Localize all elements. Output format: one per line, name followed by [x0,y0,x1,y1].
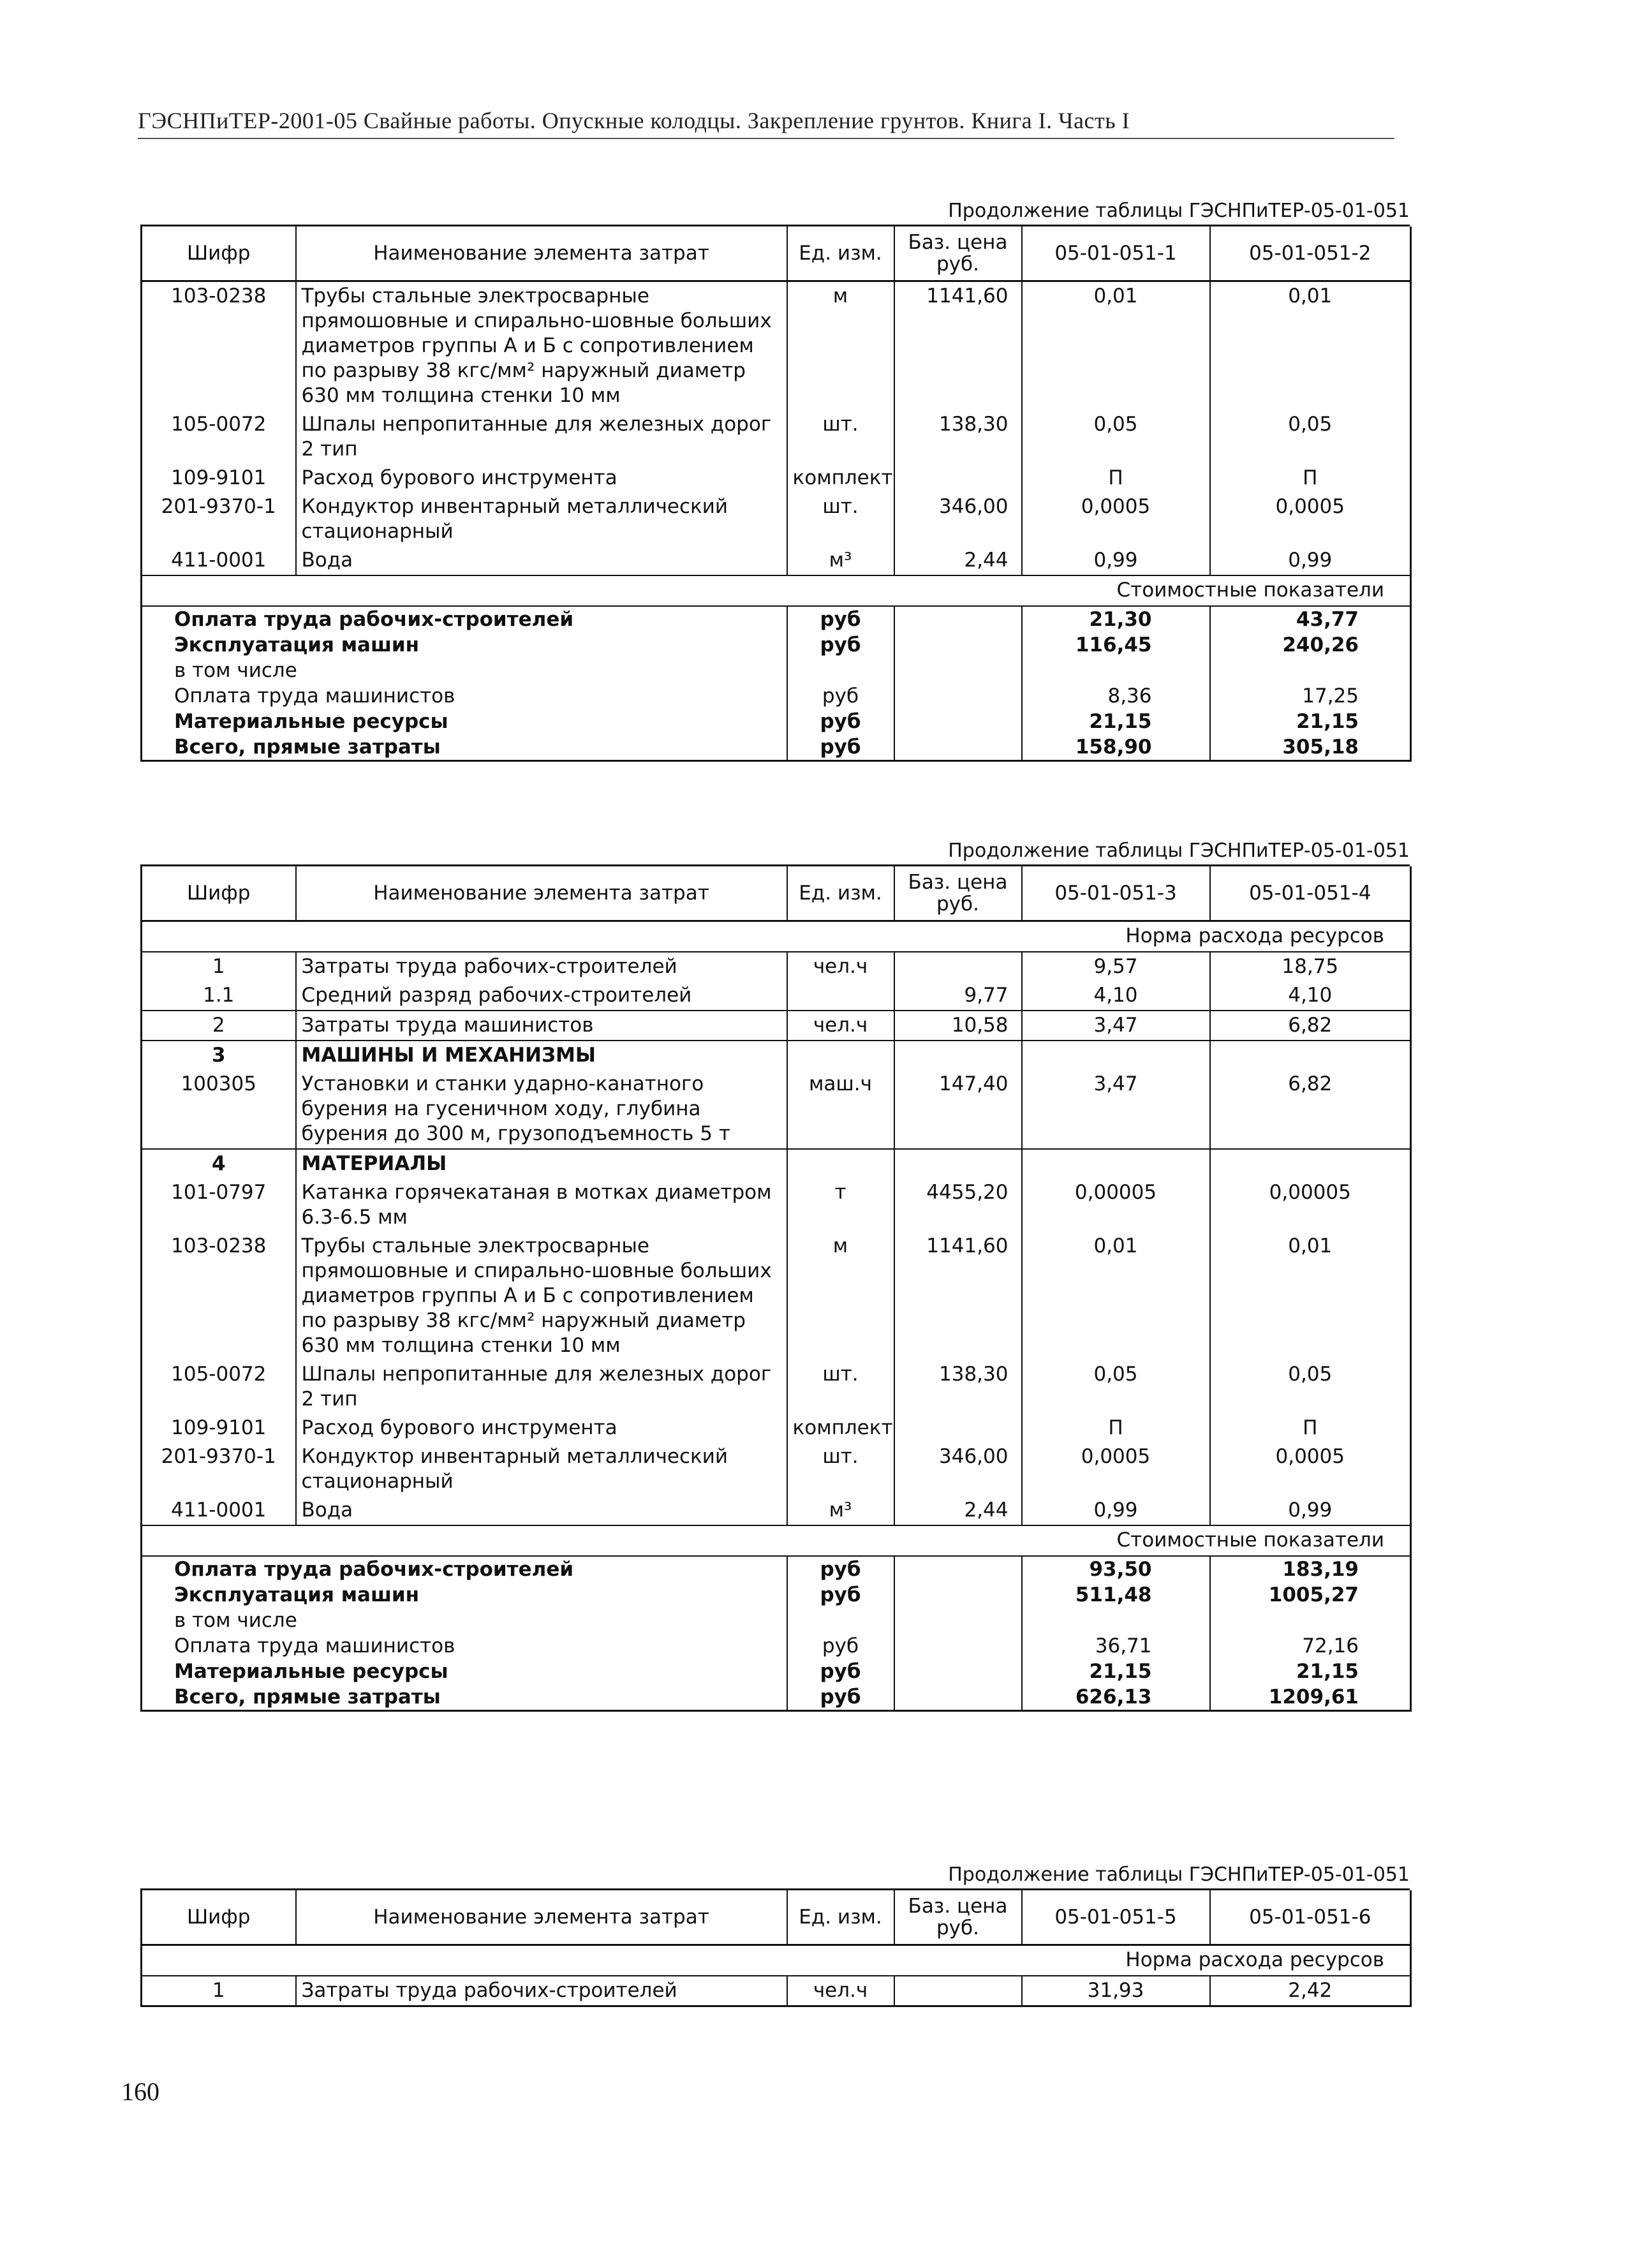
cost-price-empty [894,709,1022,734]
row-price [894,464,1022,493]
row-code: 4 [142,1149,296,1178]
row-unit: чел.ч [787,952,894,981]
table-row [142,981,1411,1011]
row-price: 1141,60 [894,1232,1022,1360]
row-unit: чел.ч [787,1011,894,1041]
cost-value-1: 93,50 [1022,1556,1210,1582]
row-price: 9,77 [894,981,1022,1011]
section-label-cost: Стоимостные показатели [142,1525,1411,1556]
table-row [142,1011,1411,1041]
cost-name: Материальные ресурсы [142,709,787,734]
cost-row [142,1659,1411,1684]
table-row [142,1442,1411,1496]
cost-row [142,734,1411,761]
section-label-cost: Стоимостные показатели [142,575,1411,606]
row-code: 1.1 [142,981,296,1011]
cost-price-empty [894,1633,1022,1659]
row-name: Кондуктор инвентарный металлический стационарный [296,1442,787,1496]
cost-unit: руб [787,632,894,658]
row-name: Расход бурового инструмента [296,464,787,493]
cost-price-empty [894,606,1022,632]
cost-value-1: 21,15 [1022,709,1210,734]
cost-name: Эксплуатация машин [142,632,787,658]
row-code: 2 [142,1011,296,1041]
cost-value-2: 183,19 [1210,1556,1411,1582]
row-name: Затраты труда рабочих-строителей [296,1976,787,2006]
header-col2: 05-01-051-2 [1210,226,1411,281]
cost-value-2: 72,16 [1210,1633,1411,1659]
row-value-1: П [1022,464,1210,493]
cost-name: Оплата труда рабочих-строителей [142,1556,787,1582]
row-value-1: 9,57 [1022,952,1210,981]
cost-value-2: 17,25 [1210,683,1411,709]
cost-price-empty [894,632,1022,658]
row-value-2: 0,0005 [1210,1442,1411,1496]
resource-table-1 [140,226,1412,762]
cost-name: Всего, прямые затраты [142,1684,787,1711]
row-value-1: 0,0005 [1022,493,1210,546]
cost-row [142,683,1411,709]
row-unit [787,981,894,1011]
header-name: Наименование элемента затрат [296,1890,787,1945]
cost-value-2: 21,15 [1210,709,1411,734]
row-value-2: 6,82 [1210,1011,1411,1041]
table-row [142,1414,1411,1442]
row-unit [787,1041,894,1070]
cost-row [142,1556,1411,1582]
row-value-2: 2,42 [1210,1976,1411,2006]
row-price: 2,44 [894,546,1022,575]
row-value-1: 3,47 [1022,1070,1210,1149]
row-value-2: 0,01 [1210,281,1411,411]
table-body [142,1890,1411,2006]
cost-price-empty [894,734,1022,761]
cost-row [142,606,1411,632]
row-code: 105-0072 [142,1360,296,1414]
row-name: Шпалы непропитанные для железных дорог 2 тип [296,1360,787,1414]
table-header-row [142,1890,1411,1945]
row-code: 3 [142,1041,296,1070]
row-code: 411-0001 [142,1496,296,1525]
row-price: 1141,60 [894,281,1022,411]
row-price: 147,40 [894,1070,1022,1149]
section-label-norm: Норма расхода ресурсов [142,1945,1411,1976]
row-unit: м [787,1232,894,1360]
row-code: 101-0797 [142,1178,296,1232]
row-code: 201-9370-1 [142,493,296,546]
row-value-1: 3,47 [1022,1011,1210,1041]
row-price [894,952,1022,981]
header-name: Наименование элемента затрат [296,226,787,281]
table-body [142,866,1411,1711]
cost-name: Оплата труда машинистов [142,1633,787,1659]
table-header-row [142,866,1411,921]
cost-price-empty [894,1684,1022,1711]
cost-unit: руб [787,606,894,632]
cost-name: Эксплуатация машин [142,1582,787,1608]
row-code: 109-9101 [142,1414,296,1442]
cost-value-2: 1209,61 [1210,1684,1411,1711]
table-row [142,1232,1411,1360]
row-unit: чел.ч [787,1976,894,2006]
row-value-1 [1022,1041,1210,1070]
row-value-2: 0,00005 [1210,1178,1411,1232]
row-price: 2,44 [894,1496,1022,1525]
row-unit [787,1149,894,1178]
row-value-1: 0,99 [1022,1496,1210,1525]
resource-table-2 [140,866,1412,1712]
row-value-2: 0,99 [1210,1496,1411,1525]
page-header: ГЭСНПиТЕР-2001-05 Свайные работы. Опускные колодцы. Закрепление грунтов. Книга I. Часть I [138,107,1394,139]
cost-price-empty [894,1582,1022,1608]
cost-unit: руб [787,1582,894,1608]
section-label-row [142,921,1411,952]
header-price: Баз. цена руб. [894,226,1022,281]
cost-price-empty [894,658,1022,683]
row-price: 4455,20 [894,1178,1022,1232]
cost-price-empty [894,683,1022,709]
row-value-2: 0,05 [1210,1360,1411,1414]
section-label-norm: Норма расхода ресурсов [142,921,1411,952]
header-code: Шифр [142,1890,296,1945]
cost-value-1: 116,45 [1022,632,1210,658]
cost-unit: руб [787,1556,894,1582]
table-block-2 [140,838,1410,1712]
cost-value-2 [1210,658,1411,683]
row-value-1: 31,93 [1022,1976,1210,2006]
header-price: Баз. цена руб. [894,1890,1022,1945]
row-value-1: 0,05 [1022,1360,1210,1414]
cost-value-2: 43,77 [1210,606,1411,632]
table-row [142,952,1411,981]
header-name: Наименование элемента затрат [296,866,787,921]
row-value-2: 0,99 [1210,546,1411,575]
cost-name: Всего, прямые затраты [142,734,787,761]
row-code: 105-0072 [142,410,296,464]
row-unit: м [787,281,894,411]
row-value-1: 0,00005 [1022,1178,1210,1232]
cost-price-empty [894,1659,1022,1684]
row-unit: шт. [787,1360,894,1414]
cost-unit: руб [787,709,894,734]
row-unit: комплект [787,464,894,493]
cost-unit [787,1608,894,1633]
row-price [894,1041,1022,1070]
row-price: 138,30 [894,410,1022,464]
row-name: Средний разряд рабочих-строителей [296,981,787,1011]
table-block-1 [140,198,1410,762]
row-name: МАТЕРИАЛЫ [296,1149,787,1178]
row-name: Установки и станки ударно-канатного бурения на гусеничном ходу, глубина бурения до 300 м, грузоподъемность 5 т [296,1070,787,1149]
cost-unit: руб [787,1684,894,1711]
header-col2: 05-01-051-4 [1210,866,1411,921]
row-price [894,1414,1022,1442]
row-unit: комплект [787,1414,894,1442]
row-name: Вода [296,1496,787,1525]
row-value-2: П [1210,1414,1411,1442]
cost-name: в том числе [142,658,787,683]
row-value-1: 0,05 [1022,410,1210,464]
row-value-2 [1210,1149,1411,1178]
row-name: Катанка горячекатаная в мотках диаметром 6.3-6.5 мм [296,1178,787,1232]
row-unit: маш.ч [787,1070,894,1149]
cost-value-2: 21,15 [1210,1659,1411,1684]
row-value-2: 0,05 [1210,410,1411,464]
row-unit: шт. [787,1442,894,1496]
row-value-2: 0,0005 [1210,493,1411,546]
header-col1: 05-01-051-1 [1022,226,1210,281]
row-name: Кондуктор инвентарный металлический стационарный [296,493,787,546]
row-code: 103-0238 [142,1232,296,1360]
cost-value-2: 1005,27 [1210,1582,1411,1608]
row-code: 103-0238 [142,281,296,411]
row-price [894,1976,1022,2006]
cost-value-1: 511,48 [1022,1582,1210,1608]
table-body [142,226,1411,761]
cost-row [142,1582,1411,1608]
row-code: 1 [142,1976,296,2006]
row-code: 1 [142,952,296,981]
header-unit: Ед. изм. [787,1890,894,1945]
table-header-row [142,226,1411,281]
cost-value-1: 626,13 [1022,1684,1210,1711]
cost-unit: руб [787,734,894,761]
table-row [142,1178,1411,1232]
header-col1: 05-01-051-3 [1022,866,1210,921]
cost-value-2 [1210,1608,1411,1633]
row-code: 411-0001 [142,546,296,575]
cost-name: Оплата труда рабочих-строителей [142,606,787,632]
row-price: 346,00 [894,493,1022,546]
row-unit: шт. [787,493,894,546]
row-value-2: 4,10 [1210,981,1411,1011]
table-row [142,1360,1411,1414]
cost-value-1: 36,71 [1022,1633,1210,1659]
cost-row [142,632,1411,658]
row-name: МАШИНЫ И МЕХАНИЗМЫ [296,1041,787,1070]
row-value-1: 0,01 [1022,1232,1210,1360]
header-price: Баз. цена руб. [894,866,1022,921]
row-value-1 [1022,1149,1210,1178]
row-name: Трубы стальные электросварные прямошовные и спирально-шовные больших диаметров группы А и Б с сопротивлением по разрыву 38 кгс/мм² наружный диаметр 630 мм толщина стенки 10 мм [296,1232,787,1360]
row-price: 138,30 [894,1360,1022,1414]
table-block-3 [140,1862,1410,2007]
cost-value-2: 305,18 [1210,734,1411,761]
cost-unit: руб [787,683,894,709]
cost-row [142,709,1411,734]
row-name: Трубы стальные электросварные прямошовные и спирально-шовные больших диаметров группы А и Б с сопротивлением по разрыву 38 кгс/мм² наружный диаметр 630 мм толщина стенки 10 мм [296,281,787,411]
resource-table-3 [140,1890,1412,2007]
table-row [142,546,1411,575]
row-value-2: 6,82 [1210,1070,1411,1149]
cost-price-empty [894,1608,1022,1633]
header-code: Шифр [142,866,296,921]
table-row [142,464,1411,493]
table-row [142,493,1411,546]
header-col2: 05-01-051-6 [1210,1890,1411,1945]
row-price: 10,58 [894,1011,1022,1041]
row-name: Затраты труда машинистов [296,1011,787,1041]
table-row [142,281,1411,411]
row-value-1: 0,99 [1022,546,1210,575]
cost-value-1 [1022,1608,1210,1633]
cost-unit: руб [787,1633,894,1659]
table-continuation-caption: Продолжение таблицы ГЭСНПиТЕР-05-01-051 [140,1862,1410,1890]
table-row [142,1976,1411,2006]
cost-unit: руб [787,1659,894,1684]
row-unit: м³ [787,546,894,575]
cost-row [142,1608,1411,1633]
header-unit: Ед. изм. [787,226,894,281]
cost-row [142,1633,1411,1659]
table-continuation-caption: Продолжение таблицы ГЭСНПиТЕР-05-01-051 [140,198,1410,226]
row-name: Расход бурового инструмента [296,1414,787,1442]
cost-name: Оплата труда машинистов [142,683,787,709]
row-price: 346,00 [894,1442,1022,1496]
table-row [142,1496,1411,1525]
cost-unit [787,658,894,683]
row-value-1: 0,0005 [1022,1442,1210,1496]
row-value-2: П [1210,464,1411,493]
row-name: Шпалы непропитанные для железных дорог 2 тип [296,410,787,464]
cost-price-empty [894,1556,1022,1582]
row-code: 109-9101 [142,464,296,493]
table-row [142,1070,1411,1149]
row-value-1: 4,10 [1022,981,1210,1011]
row-code: 100305 [142,1070,296,1149]
table-continuation-caption: Продолжение таблицы ГЭСНПиТЕР-05-01-051 [140,838,1410,866]
section-label-row [142,1525,1411,1556]
page-number: 160 [121,2077,159,2106]
row-value-2: 0,01 [1210,1232,1411,1360]
cost-value-2: 240,26 [1210,632,1411,658]
cost-name: в том числе [142,1608,787,1633]
table-row [142,410,1411,464]
cost-value-1: 8,36 [1022,683,1210,709]
header-code: Шифр [142,226,296,281]
header-col1: 05-01-051-5 [1022,1890,1210,1945]
section-label-row [142,1945,1411,1976]
cost-value-1: 158,90 [1022,734,1210,761]
table-row [142,1149,1411,1178]
row-value-1: П [1022,1414,1210,1442]
cost-name: Материальные ресурсы [142,1659,787,1684]
row-value-2 [1210,1041,1411,1070]
row-code: 201-9370-1 [142,1442,296,1496]
cost-value-1: 21,15 [1022,1659,1210,1684]
section-label-row [142,575,1411,606]
cost-row [142,1684,1411,1711]
cost-row [142,658,1411,683]
row-name: Затраты труда рабочих-строителей [296,952,787,981]
header-unit: Ед. изм. [787,866,894,921]
row-price [894,1149,1022,1178]
row-name: Вода [296,546,787,575]
row-unit: т [787,1178,894,1232]
row-value-1: 0,01 [1022,281,1210,411]
cost-value-1 [1022,658,1210,683]
row-unit: шт. [787,410,894,464]
row-value-2: 18,75 [1210,952,1411,981]
row-unit: м³ [787,1496,894,1525]
table-row [142,1041,1411,1070]
cost-value-1: 21,30 [1022,606,1210,632]
